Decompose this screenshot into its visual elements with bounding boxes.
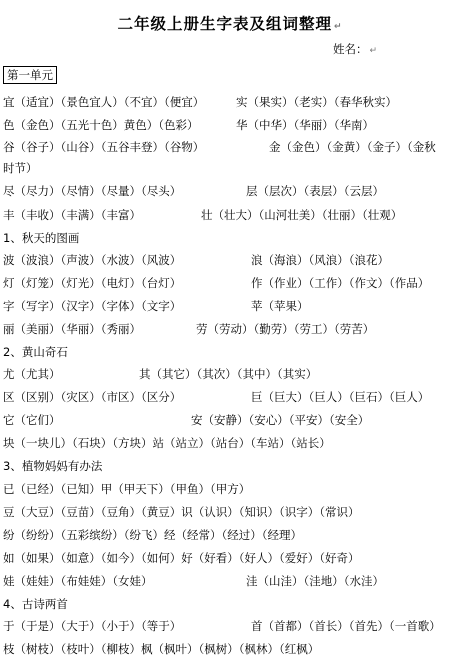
word-group: 它（它们） bbox=[3, 413, 61, 427]
word-group: 尤（尤其） bbox=[3, 367, 61, 381]
paragraph-mark-icon: ↵ bbox=[333, 22, 343, 32]
word-row bbox=[3, 94, 397, 110]
word-group: 波（波浪）（声波）（水波）（风波） bbox=[3, 253, 182, 267]
paragraph-mark-icon: ↵ bbox=[369, 46, 378, 56]
word-row: 豆（大豆）（豆苗）（豆角）（黄豆）识（认识）（知识）（识字）（常识） bbox=[3, 505, 360, 519]
section-heading: 3、植物妈妈有办法 bbox=[3, 459, 103, 473]
word-row: 纷（纷纷）（五彩缤纷）（纷飞）经（经常）（经过）（经理） bbox=[3, 528, 302, 542]
section-heading: 1、秋天的图画 bbox=[3, 231, 80, 245]
word-group: 娃（娃娃）（布娃娃）（女娃） bbox=[3, 574, 153, 588]
word-row bbox=[3, 207, 403, 223]
word-group: 字（写字）（汉字）（字体）（文字） bbox=[3, 299, 182, 313]
word-group: 丰（丰收）（丰满）（丰富） bbox=[3, 208, 141, 222]
word-row bbox=[3, 183, 384, 199]
word-group: 华（中华）（华丽）（华南） bbox=[236, 118, 374, 132]
word-row bbox=[3, 412, 370, 428]
word-group: 宜（适宜）（景色宜人）（不宜）（便宜） bbox=[3, 95, 205, 109]
word-group: 洼（山洼）（洼地）（水洼） bbox=[246, 574, 384, 588]
word-group: 作（作业）（工作）（作文）（作品） bbox=[251, 276, 430, 290]
word-row bbox=[3, 618, 441, 634]
title-text: 二年级上册生字表及组词整理 bbox=[117, 15, 332, 33]
word-group: 劳（劳动）（勤劳）（劳工）（劳苦） bbox=[196, 322, 375, 336]
word-group: 色（金色）（五光十色）黄色）（色彩） bbox=[3, 118, 199, 132]
word-group: 丽（美丽）（华丽）（秀丽） bbox=[3, 322, 141, 336]
section-heading: 4、古诗两首 bbox=[3, 597, 68, 611]
word-row: 块（一块儿）（石块）（方块）站（站立）（站台）（车站）（站长） bbox=[3, 436, 331, 450]
word-group: 金（金色）（金黄）（金子）（金秋 bbox=[269, 140, 436, 154]
word-row bbox=[3, 366, 318, 382]
word-row: 已（已经）（已知）甲（甲天下）（甲鱼）（甲方） bbox=[3, 482, 251, 496]
word-group: 实（果实）（老实）（春华秋实） bbox=[236, 95, 397, 109]
word-group: 巨（巨大）（巨人）（巨石）（巨人） bbox=[251, 390, 430, 404]
word-group: 于（于是）（大于）（小于）（等于） bbox=[3, 619, 182, 633]
word-row bbox=[3, 389, 430, 405]
word-group: 浪（海浪）（风浪）（浪花） bbox=[251, 253, 389, 267]
word-row bbox=[3, 252, 389, 268]
word-row bbox=[3, 139, 436, 155]
word-row: 如（如果）（如意）（如今）（如何）好（好看）（好人）（爱好）（好奇） bbox=[3, 551, 360, 565]
word-row bbox=[3, 298, 309, 314]
word-row-continuation: 时节） bbox=[3, 161, 38, 175]
word-row: 枝（树枝）（枝叶）（柳枝）枫（枫叶）（枫树）（枫林）（红枫） bbox=[3, 642, 320, 656]
word-row bbox=[3, 573, 384, 589]
unit-heading: 第一单元 bbox=[3, 66, 57, 84]
word-group: 尽（尽力）（尽情）（尽量）（尽头） bbox=[3, 184, 182, 198]
word-row bbox=[3, 321, 375, 337]
word-group: 层（层次）（表层）（云层） bbox=[246, 184, 384, 198]
section-heading: 2、黄山奇石 bbox=[3, 345, 68, 359]
word-row bbox=[3, 117, 374, 133]
word-group: 灯（灯笼）（灯光）（电灯）（台灯） bbox=[3, 276, 182, 290]
word-group: 其（其它）（其次）（其中）（其实） bbox=[139, 367, 318, 381]
word-group: 区（区别）（灾区）（市区）（区分） bbox=[3, 390, 182, 404]
word-group: 苹（苹果） bbox=[251, 299, 309, 313]
word-group: 谷（谷子）（山谷）（五谷丰登）（谷物） bbox=[3, 140, 205, 154]
word-group: 安（安静）（安心）（平安）（安全） bbox=[191, 413, 370, 427]
word-group: 首（首都）（首长）（首先）（一首歌） bbox=[251, 619, 441, 633]
name-field bbox=[333, 41, 377, 57]
word-row bbox=[3, 275, 430, 291]
word-group: 壮（壮大）（山河壮美）（壮丽）（壮观） bbox=[201, 208, 403, 222]
document-title bbox=[0, 12, 460, 34]
name-label: 姓名： bbox=[333, 42, 368, 56]
